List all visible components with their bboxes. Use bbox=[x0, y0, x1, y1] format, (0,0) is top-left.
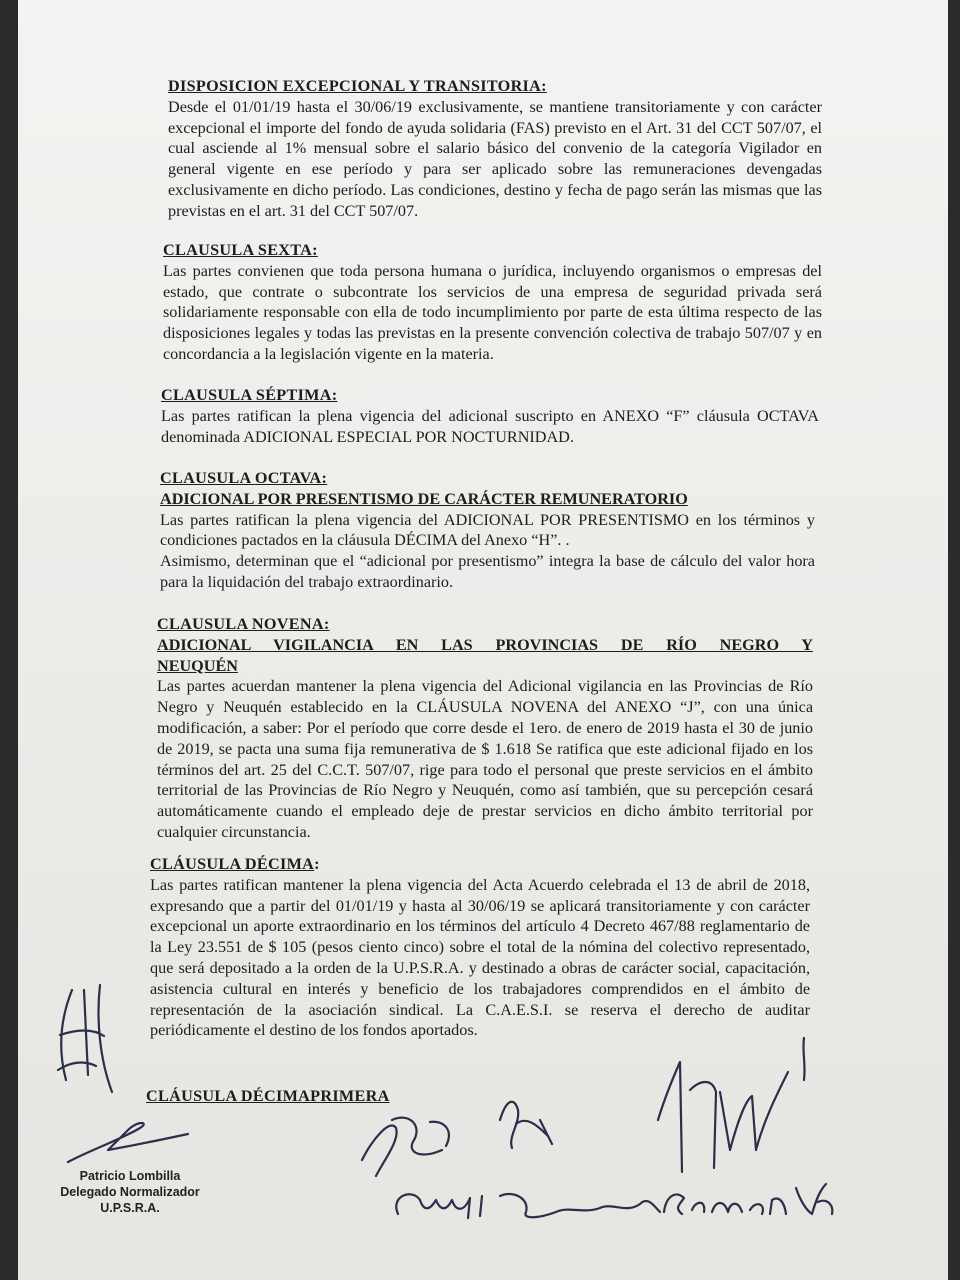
section-body: Las partes ratifican la plena vigencia del adicional suscripto en ANEXO “F” cláusula OCTAVA denominada ADICIONAL ESPECIAL POR NOCTURNIDAD. bbox=[161, 406, 819, 446]
section-heading-colon: : bbox=[314, 855, 320, 873]
signature-1 bbox=[362, 1118, 449, 1176]
lombilla-signature bbox=[68, 1123, 188, 1162]
section-heading: CLAUSULA SEXTA: bbox=[163, 241, 318, 259]
section-heading: CLAUSULA NOVENA: bbox=[157, 615, 330, 633]
section-heading: DISPOSICION EXCEPCIONAL Y TRANSITORIA: bbox=[168, 77, 547, 95]
section-subheading: ADICIONAL VIGILANCIA EN LAS PROVINCIAS DE RÍO NEGRO Y bbox=[157, 635, 813, 654]
written-name-carlos bbox=[396, 1194, 660, 1218]
section-heading: CLÁUSULA DÉCIMAPRIMERA bbox=[146, 1087, 390, 1105]
signatory-block bbox=[40, 1168, 220, 1216]
margin-mark-right bbox=[803, 1038, 804, 1080]
section-body: Las partes convienen que toda persona humana o jurídica, incluyendo organismos o empresas del estado, que contrate o subcontrate los servicios de una empresa de seguridad privada será solidariamente responsable con ella de todo incumplimiento por parte de esta última respecto de las disposiciones legales y todas las previstas en la presente convención colectiva de trabajo 507/07 y en concordancia a la legislación vigente en la materia. bbox=[163, 261, 822, 363]
section-body: Desde el 01/01/19 hasta el 30/06/19 exclusivamente, se mantiene transitoriamente y con carácter excepcional el importe del fondo de ayuda solidaria (FAS) previsto en el Art. 31 del CCT 507/07, el cual asciende al 1% mensual sobre el salario básico del convenio de la categoría Vigilador en general vigente en ese período y para ser aplicado sobre las remuneraciones devengadas exclusivamente en dicho período. Las condiciones, destino y fecha de pago serán las mismas que las previstas en el art. 31 del CCT 507/07. bbox=[168, 97, 822, 220]
section-subheading-2: NEUQUÉN bbox=[157, 656, 238, 675]
section-heading: CLAUSULA OCTAVA: bbox=[160, 469, 328, 487]
section-heading: CLÁUSULA DÉCIMA bbox=[150, 855, 315, 873]
section-body: Las partes ratifican mantener la plena vigencia del Acta Acuerdo celebrada el 13 de abril de 2018, expresando que a partir del 01/01/19 y hasta al 30/06/19 se aplicará transitoriamente y con carácter excepcional un aporte extraordinario en los términos del artículo 4 Decreto 467/88 reglamentario de la Ley 23.551 de $ 105 (pesos ciento cinco) sobre el total de la nómina del colectivo representado, que será depositado a la orden de la U.P.S.R.A. y destinado a obras de carácter social, capacitación, asistencia cultural en interés y beneficio de los trabajadores comprendidos en el ámbito de representación de la asociación sindical. La C.A.E.S.I. se reserva el derecho de auditar periódicamente el destino de los fondos aportados. bbox=[150, 875, 810, 1040]
section-body-2: Asimismo, determinan que el “adicional por presentismo” integra la base de cálculo del valor hora para la liquidación del trabajo extraordinario. bbox=[160, 552, 815, 591]
signatory-role: Delegado Normalizador bbox=[60, 1185, 200, 1199]
section-subheading: ADICIONAL POR PRESENTISMO DE CARÁCTER REMUNERATORIO bbox=[160, 489, 688, 508]
section-heading: CLAUSULA SÉPTIMA: bbox=[161, 386, 338, 404]
signatory-name: Patricio Lombilla bbox=[79, 1169, 181, 1183]
written-name-ramon-veron bbox=[664, 1184, 832, 1214]
margin-initials bbox=[58, 985, 112, 1092]
signatory-org: U.P.S.R.A. bbox=[100, 1201, 160, 1215]
section-body: Las partes ratifican la plena vigencia del ADICIONAL POR PRESENTISMO en los términos y condiciones pactados en la cláusula DÉCIMA del Anexo “H”. . bbox=[160, 510, 815, 550]
signature-3 bbox=[658, 1062, 788, 1172]
section-body: Las partes acuerdan mantener la plena vigencia del Adicional vigilancia en las Provincias de Río Negro y Neuquén establecido en la CLÁUSULA NOVENA del ANEXO “J”, con una única modificación, a saber: Por el período que corre desde el 1ero. de enero de 2019 hasta el 30 de junio de 2019, se pacta una suma fija remunerativa de $ 1.618 Se ratifica que este adicional fijado en los términos del art. 25 del C.C.T. 507/07, rige para todo el personal que preste servicios en el ámbito territorial de las Provincias de Río Negro y Neuquén, como así también, que su percepción cesará automáticamente cuando el empleado deje de prestar servicios en dicho ámbito territorial por cualquier circunstancia. bbox=[157, 677, 813, 841]
signature-2 bbox=[500, 1102, 552, 1148]
